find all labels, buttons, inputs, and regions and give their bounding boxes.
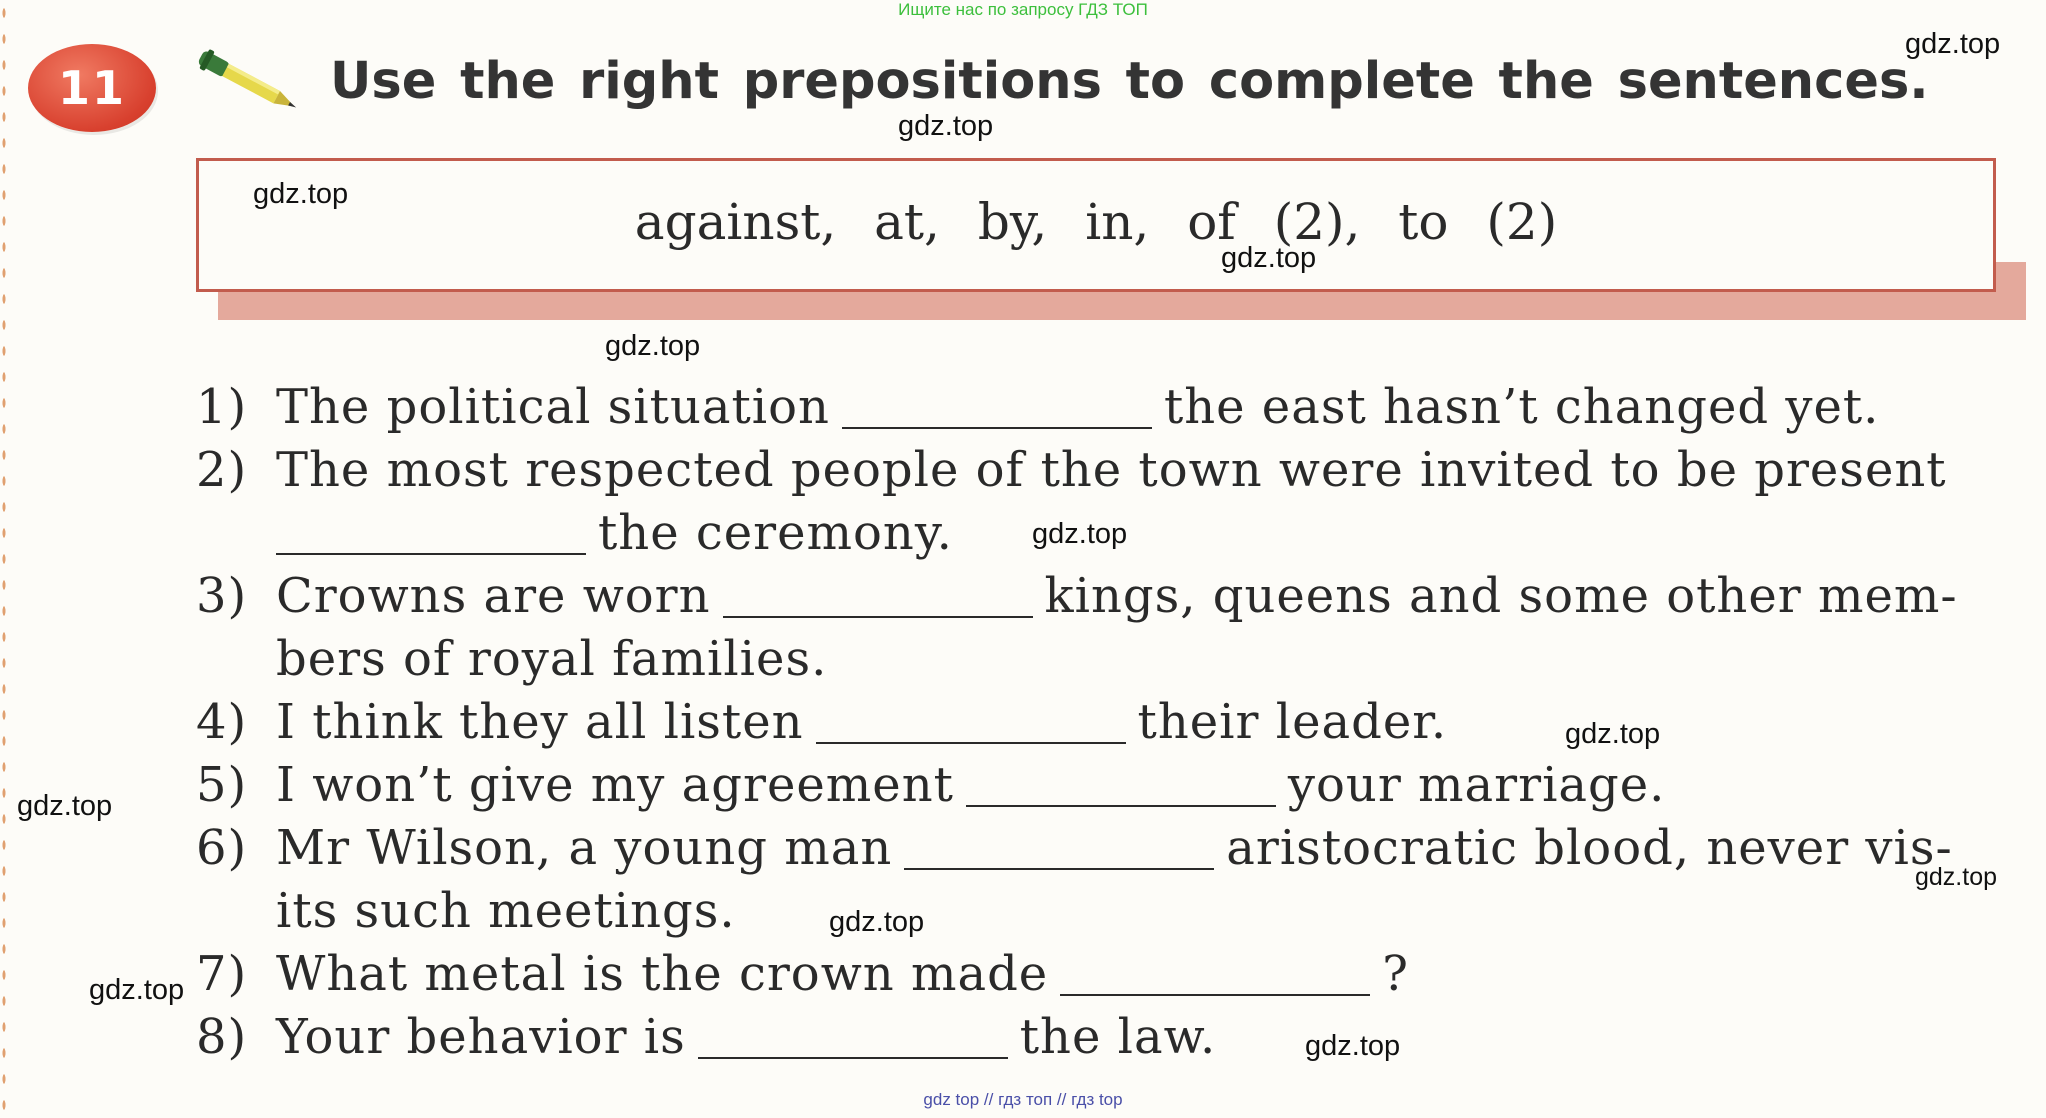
sentence-5: 5) I won’t give my agreement your marriage.: [196, 757, 1666, 813]
sentence-6: 6) Mr Wilson, a young man aristocratic blood, never vis-: [196, 820, 1953, 876]
footer-watermark: gdz top // гдз топ // гдз top: [923, 1090, 1123, 1109]
answer-blank-6[interactable]: [904, 868, 1214, 870]
sentence-3-continuation: bers of royal families.: [276, 631, 828, 687]
answer-blank-4[interactable]: [816, 742, 1126, 744]
watermark: gdz.top: [898, 110, 994, 142]
sentence-2-continuation: the ceremony.: [196, 502, 2046, 564]
watermark: gdz.top: [89, 974, 185, 1006]
answer-blank-8[interactable]: [698, 1057, 1008, 1059]
exercise-number-badge: 11: [28, 44, 156, 132]
word-box: [196, 158, 1996, 292]
watermark: gdz.top: [1305, 1030, 1401, 1062]
answer-blank-3[interactable]: [723, 616, 1033, 618]
watermark: gdz.top: [1915, 863, 1998, 891]
watermark: gdz.top: [1221, 242, 1317, 274]
watermark: gdz.top: [1565, 718, 1661, 750]
watermark: gdz.top: [829, 906, 925, 938]
sentence-2: 2) The most respected people of the town were invited to be present: [196, 442, 1947, 498]
watermark: gdz.top: [1905, 28, 2001, 60]
exercise-title: Use the right prepositions to complete the sentences.: [330, 52, 1929, 111]
sentence-7: 7) What metal is the crown made ?: [196, 946, 1409, 1002]
pen-icon: [188, 44, 308, 122]
sentence-3: 3) Crowns are worn kings, queens and some other mem-: [196, 568, 1958, 624]
answer-blank-7[interactable]: [1060, 994, 1370, 996]
answer-blank-5[interactable]: [966, 805, 1276, 807]
sentence-6-continuation: its such meetings.: [276, 883, 736, 939]
answer-blank-2[interactable]: [276, 553, 586, 555]
sentence-1: 1) The political situation the east hasn’t changed yet.: [196, 379, 1880, 435]
watermark: gdz.top: [17, 790, 113, 822]
sentence-8: 8) Your behavior is the law.: [196, 1009, 1217, 1065]
decorative-dot-border: [0, 0, 8, 1118]
top-banner: Ищите нас по запросу ГДЗ ТОП: [898, 0, 1148, 19]
watermark: gdz.top: [253, 178, 349, 210]
word-list: against, at, by, in, of (2), to (2): [634, 193, 1558, 251]
answer-blank-1[interactable]: [842, 427, 1152, 429]
watermark: gdz.top: [605, 330, 701, 362]
sentence-4: 4) I think they all listen their leader.: [196, 694, 1448, 750]
watermark: gdz.top: [1032, 518, 1128, 550]
